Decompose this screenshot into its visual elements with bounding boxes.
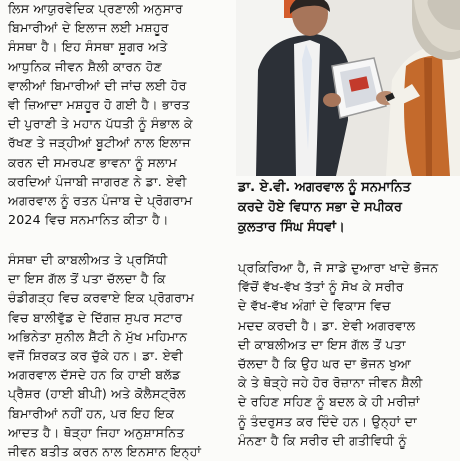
article-line: ਕਰਨ ਦੀ ਸਮਰਪਣ ਭਾਵਨਾ ਨੂੰ ਸਲਾਮ	[8, 154, 178, 170]
article-line: ਦੀ ਪੁਰਾਣੀ ਤੇ ਮਹਾਨ ਪੱਧਤੀ ਨੂੰ ਸੰਭਾਲ ਕੇ	[8, 116, 193, 132]
article-line: ਦੇ ਰਹਿਣ ਸਹਿਣ ਨੂੰ ਬਦਲ ਕੇ ਹੀ ਮਰੀਜ਼ਾਂ	[238, 394, 420, 410]
article-line: ਮਦਦ ਕਰਦੀ ਹੈ। ਡਾ. ਏਵੀ ਅਗਰਵਾਲ	[238, 317, 416, 333]
article-line: ਸੰਸਥਾ ਦੀ ਕਾਬਲੀਅਤ ਤੇ ਪ੍ਰਸਿੱਧੀ	[8, 252, 168, 267]
article-line: ਵਜੋਂ ਸ਼ਿਰਕਤ ਕਰ ਚੁੱਕੇ ਹਨ। ਡਾ. ਏਵੀ	[8, 348, 184, 364]
article-line: ਮੰਨਣਾ ਹੈ ਕਿ ਸਰੀਰ ਦੀ ਗਤੀਵਿਧੀ ਨੂੰ	[238, 432, 407, 448]
article-line: ਰੱਖਣ ਤੇ ਜੜ੍ਹੀਆਂ ਬੂਟੀਆਂ ਨਾਲ ਇਲਾਜ	[8, 135, 191, 151]
award-photo-image	[236, 0, 460, 176]
article-line: ਬਿਮਾਰੀਆਂ ਨਹੀਂ ਹਨ, ਪਰ ਇਹ ਇਕ	[8, 405, 175, 421]
article-line: ਆਧੁਨਿਕ ਜੀਵਨ ਸ਼ੈਲੀ ਕਾਰਨ ਹੋਣ	[8, 58, 163, 74]
article-line: ਚੰਡੀਗੜ੍ਹ ਵਿਚ ਕਰਵਾਏ ਇਕ ਪ੍ਰੋਗਰਾਮ	[8, 290, 195, 306]
article-line: ਅਗਰਵਾਲ ਦੱਸਦੇ ਹਨ ਕਿ ਹਾਈ ਬਲੱਡ	[8, 367, 181, 383]
article-line: ਅਭਿਨੇਤਾ ਸੁਨੀਲ ਸ਼ੈੱਟੀ ਨੇ ਮੁੱਖ ਮਹਿਮਾਨ	[8, 328, 188, 344]
article-line: ਬਿਮਾਰੀਆਂ ਦੇ ਇਲਾਜ ਲਈ ਮਸ਼ਹੂਰ	[8, 20, 169, 36]
caption-line: ਡਾ. ਏ.ਵੀ. ਅਗਰਵਾਲ ਨੂੰ ਸਨਮਾਨਿਤ	[238, 180, 411, 195]
article-line: ਅਗਰਵਾਲ ਨੂੰ ਰਤਨ ਪੰਜਾਬ ਦੇ ਪ੍ਰੋਗਰਾਮ	[8, 193, 193, 209]
photo-caption	[238, 178, 456, 238]
article-line: ਦੇ ਵੱਖ-ਵੱਖ ਅੰਗਾਂ ਦੇ ਵਿਕਾਸ ਵਿਚ	[238, 298, 391, 314]
article-line: ਵਿੱਚੋਂ ਵੱਖ-ਵੱਖ ਤੱਤਾਂ ਨੂੰ ਸੋਖ ਕੇ ਸਰੀਰ	[238, 279, 404, 295]
award-photo	[236, 0, 460, 176]
article-line: ਵਾਲੀਆਂ ਬਿਮਾਰੀਆਂ ਦੀ ਜਾਂਚ ਲਈ ਹੋਰ	[8, 77, 187, 93]
article-column-left-top	[8, 0, 230, 229]
article-line: 2024 ਵਿਚ ਸਨਮਾਨਿਤ ਕੀਤਾ ਹੈ।	[8, 212, 169, 228]
article-line: ਨੂੰ ਤੰਦਰੁਸਤ ਕਰ ਦਿੰਦੇ ਹਨ। ਉਨ੍ਹਾਂ ਦਾ	[238, 413, 417, 429]
article-line: ਕੇ ਤੇ ਥੋੜ੍ਹੇ ਜਹੇ ਹੋਰ ਰੋਜ਼ਾਨਾ ਜੀਵਨ ਸ਼ੈਲੀ	[238, 375, 423, 391]
article-line: ਜੀਵਨ ਬਤੀਤ ਕਰਨ ਨਾਲ ਇਨਸਾਨ ਇਨ੍ਹਾਂ	[8, 444, 202, 460]
article-line: ਚੱਲਦਾ ਹੈ ਕਿ ਉਹ ਘਰ ਦਾ ਭੋਜਨ ਖੁਆ	[238, 356, 412, 372]
caption-line: ਕੁਲਤਾਰ ਸਿੰਘ ਸੰਧਵਾਂ।	[238, 220, 345, 235]
caption-line: ਕਰਦੇ ਹੋਏ ਵਿਧਾਨ ਸਭਾ ਦੇ ਸਪੀਕਰ	[238, 200, 402, 215]
article-line: ਵਿਚ ਬਾਲੀਵੁੱਡ ਦੇ ਦਿੱਗਜ਼ ਸੁਪਰ ਸਟਾਰ	[8, 309, 183, 325]
article-column-left-bottom	[8, 250, 230, 461]
article-line: ਦੀ ਕਾਬਲੀਅਤ ਦਾ ਇਸ ਗੱਲ ਤੋਂ ਪਤਾ	[238, 336, 406, 352]
article-column-right-bottom	[238, 258, 454, 450]
article-line: ਪ੍ਰਕਿਰਿਆ ਹੈ, ਜੋ ਸਾਡੇ ਦੁਆਰਾ ਖਾਦੇ ਭੋਜਨ	[238, 260, 439, 275]
article-line: ਸੰਸਥਾ ਹੈ। ਇਹ ਸੰਸਥਾ ਸ਼ੂਗਰ ਅਤੇ	[8, 39, 168, 55]
article-line: ਵੀ ਜ਼ਿਆਦਾ ਮਸ਼ਹੂਰ ਹੋ ਗਈ ਹੈ। ਭਾਰਤ	[8, 97, 190, 113]
article-line: ਕਰਦਿਆਂ ਪੰਜਾਬੀ ਜਾਗਰਣ ਨੇ ਡਾ. ਏਵੀ	[8, 173, 187, 189]
article-line: ਲਿਸ ਆਯੁਰਵੇਦਿਕ ਪ੍ਰਣਾਲੀ ਅਨੁਸਾਰ	[8, 1, 183, 16]
article-line: ਪ੍ਰੈਸ਼ਰ (ਹਾਈ ਬੀਪੀ) ਅਤੇ ਕੋਲੈਸਟ੍ਰੋਲ	[8, 386, 186, 402]
article-line: ਦਾ ਇਸ ਗੱਲ ਤੋਂ ਪਤਾ ਚੱਲਦਾ ਹੈ ਕਿ	[8, 271, 166, 287]
article-line: ਆਦਤ ਹੈ। ਥੋੜ੍ਹਾ ਜਿਹਾ ਅਨੁਸ਼ਾਸਨਿਤ	[8, 424, 185, 440]
